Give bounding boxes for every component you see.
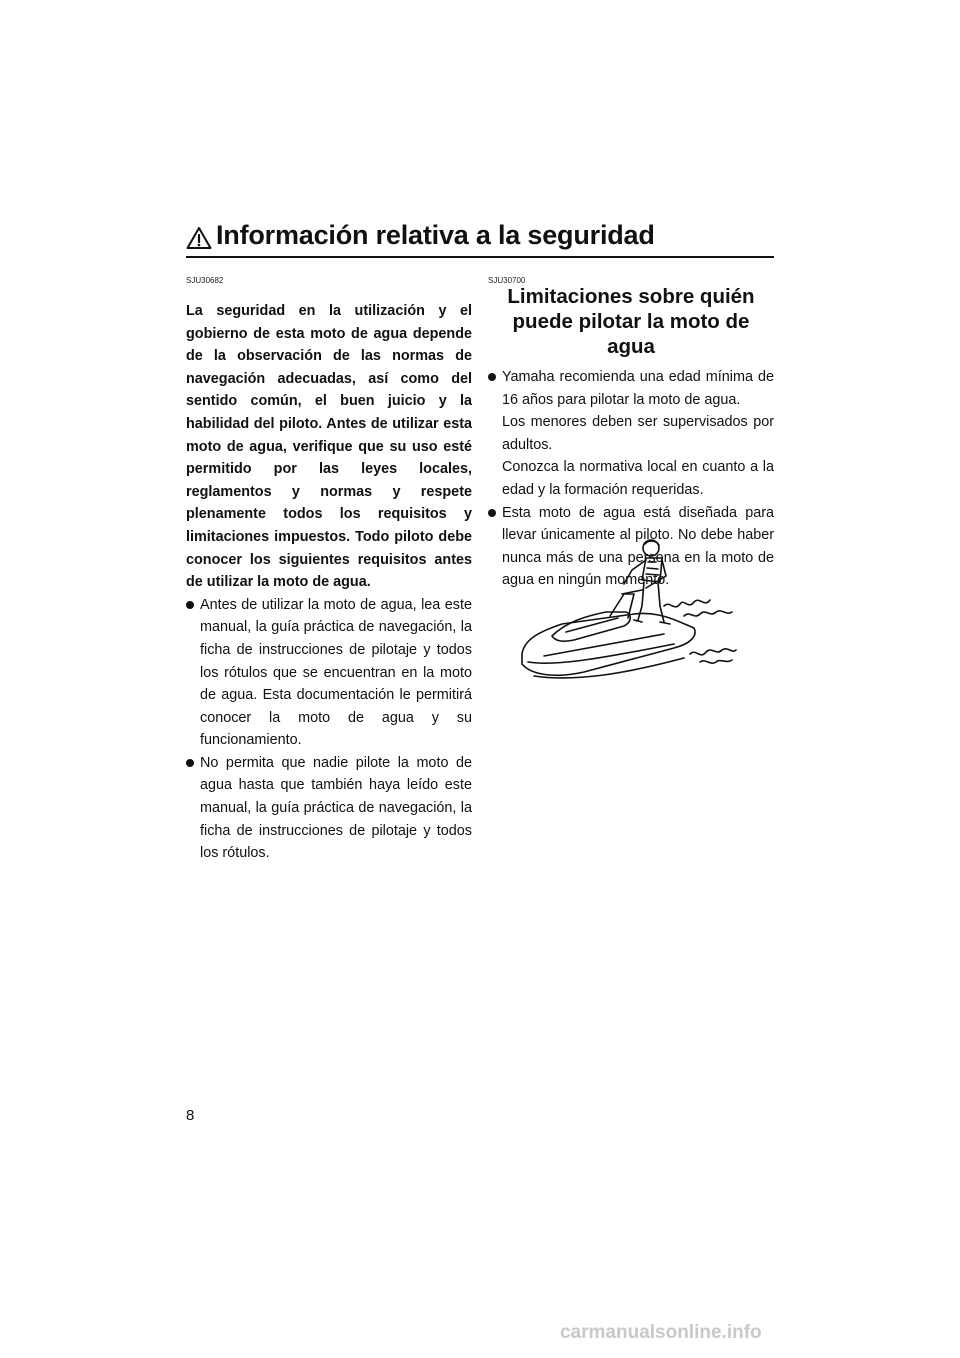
warning-triangle-icon <box>186 226 212 250</box>
bullet-text: Conozca la normativa local en cuanto a la edad y la formación requeridas. <box>502 459 774 498</box>
page-number: 8 <box>186 1107 195 1124</box>
bullet-text: Antes de utilizar la moto de agua, lea este manual, la guía práctica de navegación, la ficha de instrucciones de pilotaje y todos los rótulos que se encuentran en la moto de agua. Esta documentación le permitirá conocer la moto de agua y su funcionamiento. <box>200 596 472 749</box>
section-code-left: SJU30682 <box>186 276 224 285</box>
bullet-text: Yamaha recomienda una edad mínima de 16 años para pilotar la moto de agua. <box>502 369 774 408</box>
bullet-dot-icon <box>186 601 194 609</box>
list-item <box>186 752 472 865</box>
bullet-text: No permita que nadie pilote la moto de agua hasta que también haya leído este manual, la guía práctica de navegación, la ficha de instrucciones de pilotaje y todos los rótulos. <box>200 754 472 862</box>
bullet-dot-icon <box>488 509 496 517</box>
bullet-text: Esta moto de agua está diseñada para llevar únicamente al piloto. No debe haber nunca más de una persona en la moto de agua en ningún momento. <box>502 504 774 589</box>
page-title: Información relativa a la seguridad <box>216 220 655 250</box>
bullet-text: Los menores deben ser supervisados por adultos. <box>502 414 774 453</box>
list-item <box>186 594 472 752</box>
left-column <box>186 300 472 865</box>
bullet-dot-icon <box>186 759 194 767</box>
left-bullet-list <box>186 594 472 865</box>
section-heading <box>488 284 774 359</box>
section-code-right: SJU30700 <box>488 276 526 285</box>
section-heading-line1: Limitaciones sobre quién <box>507 285 755 308</box>
list-item <box>488 366 774 502</box>
intro-paragraph: La seguridad en la utilización y el gobierno de esta moto de agua depende de la observación de las normas de navegación adecuadas, así como del sentido común, el buen juicio y la habilidad del piloto. Antes de utilizar esta moto de agua, verifique que su uso esté permitido por las leyes locales, reglamentos y normas y respete plenamente todos los requisitos y limitaciones impuestos. Todo piloto debe conocer los siguientes requisitos antes de utilizar la moto de agua. <box>186 303 472 591</box>
page-header <box>186 222 774 258</box>
jet-ski-rider-illustration <box>514 536 740 690</box>
section-heading-line2: puede pilotar la moto de agua <box>512 310 750 358</box>
bullet-dot-icon <box>488 373 496 381</box>
footer-watermark: carmanualsonline.info <box>560 1322 762 1343</box>
